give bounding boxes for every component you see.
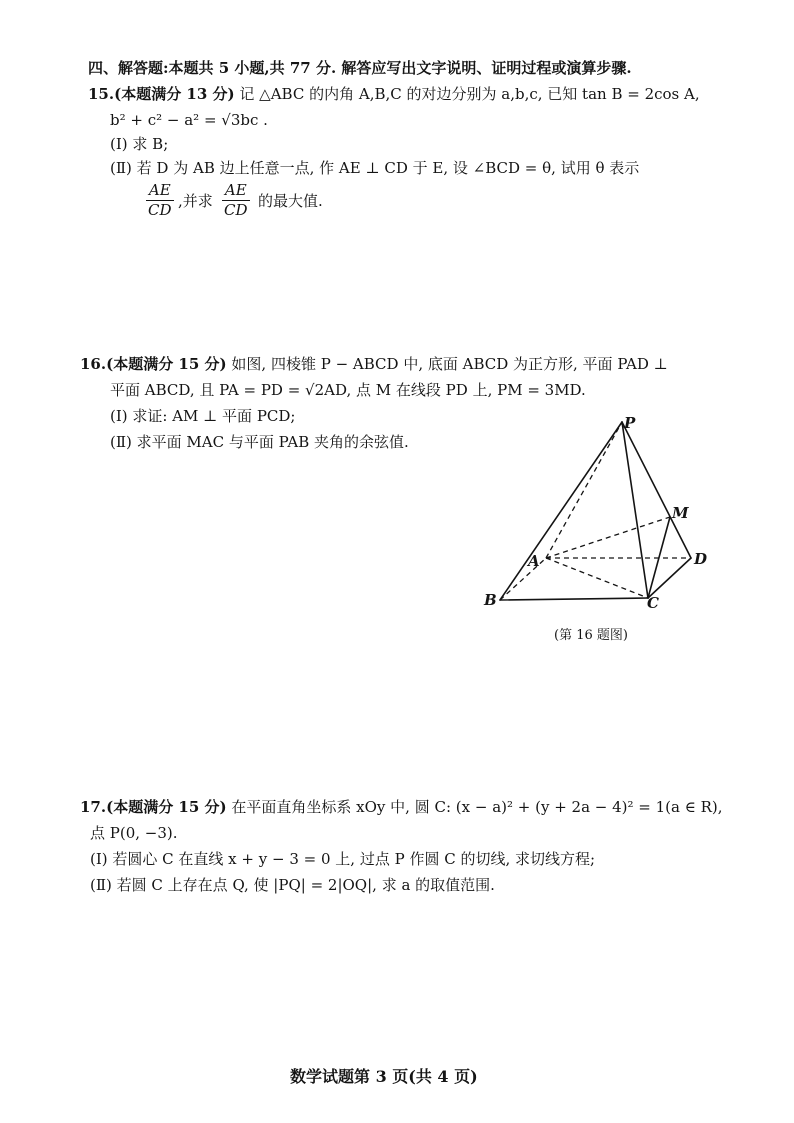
edge-CD (648, 558, 691, 598)
q15-score: (本题满分 13 分) (114, 85, 235, 103)
q16-part-2: (Ⅱ) 求平面 MAC 与平面 PAB 夹角的余弦值. (110, 433, 409, 451)
q17-part-2: (Ⅱ) 若圆 C 上存在点 Q, 使 |PQ| = 2|OQ|, 求 a 的取值范围. (90, 876, 495, 894)
label-A: A (528, 552, 540, 570)
q17-number: 17. (80, 798, 107, 816)
q16-stem-2: 平面 ABCD, 且 PA = PD = √2AD, 点 M 在线段 PD 上, PM = 3MD. (110, 381, 586, 399)
edge-BC (500, 598, 648, 600)
label-P: P (624, 414, 636, 432)
edge-PB (500, 422, 622, 600)
q15-part-1: (Ⅰ) 求 B; (110, 135, 169, 153)
q17-line-1 (80, 797, 723, 817)
q16-stem-1: 如图, 四棱锥 P − ABCD 中, 底面 ABCD 为正方形, 平面 PAD ⊥ (231, 355, 668, 373)
q15-number: 15. (88, 85, 115, 103)
q17-part-1: (Ⅰ) 若圆心 C 在直线 x + y − 3 = 0 上, 过点 P 作圆 C 的切线, 求切线方程; (90, 850, 596, 868)
q15-stem-1: 记 △ABC 的内角 A,B,C 的对边分别为 a,b,c, 已知 tan B = 2cos A, (239, 85, 700, 103)
edge-AC-hidden (546, 558, 648, 598)
q16-score: (本题满分 15 分) (106, 355, 227, 373)
figure-caption: (第 16 题图) (554, 628, 628, 643)
q15-fraction-2-denominator: CD (224, 201, 248, 219)
q15-fraction-2-numerator: AE (224, 181, 247, 199)
q15-part-2-mid: ,并求 (178, 192, 213, 210)
label-D: D (694, 550, 708, 568)
q17-score: (本题满分 15 分) (106, 798, 227, 816)
edge-AM-hidden (546, 517, 670, 558)
q15-part-2: (Ⅱ) 若 D 为 AB 边上任意一点, 作 AE ⊥ CD 于 E, 设 ∠BCD = θ, 试用 θ 表示 (110, 159, 640, 177)
q15-fraction-1-denominator: CD (148, 201, 172, 219)
q15-fraction-1-numerator: AE (148, 181, 171, 199)
page-footer: 数学试题第 3 页(共 4 页) (290, 1067, 478, 1086)
label-B: B (484, 591, 497, 609)
q16-part-1: (Ⅰ) 求证: AM ⊥ 平面 PCD; (110, 407, 296, 425)
q17-stem-2: 点 P(0, −3). (90, 824, 178, 842)
label-M: M (672, 504, 689, 522)
edge-PA-hidden (546, 422, 622, 558)
q15-stem-2: b² + c² − a² = √3bc . (110, 111, 268, 129)
q15-part-2-end: 的最大值. (258, 192, 323, 210)
q17-stem-1: 在平面直角坐标系 xOy 中, 圆 C: (x − a)² + (y + 2a − 4)² = 1(a ∈ R), (231, 798, 723, 816)
section-header: 四、解答题:本题共 5 小题,共 77 分. 解答应写出文字说明、证明过程或演算步骤. (88, 59, 632, 77)
q16-number: 16. (80, 355, 107, 373)
label-C: C (647, 594, 659, 612)
